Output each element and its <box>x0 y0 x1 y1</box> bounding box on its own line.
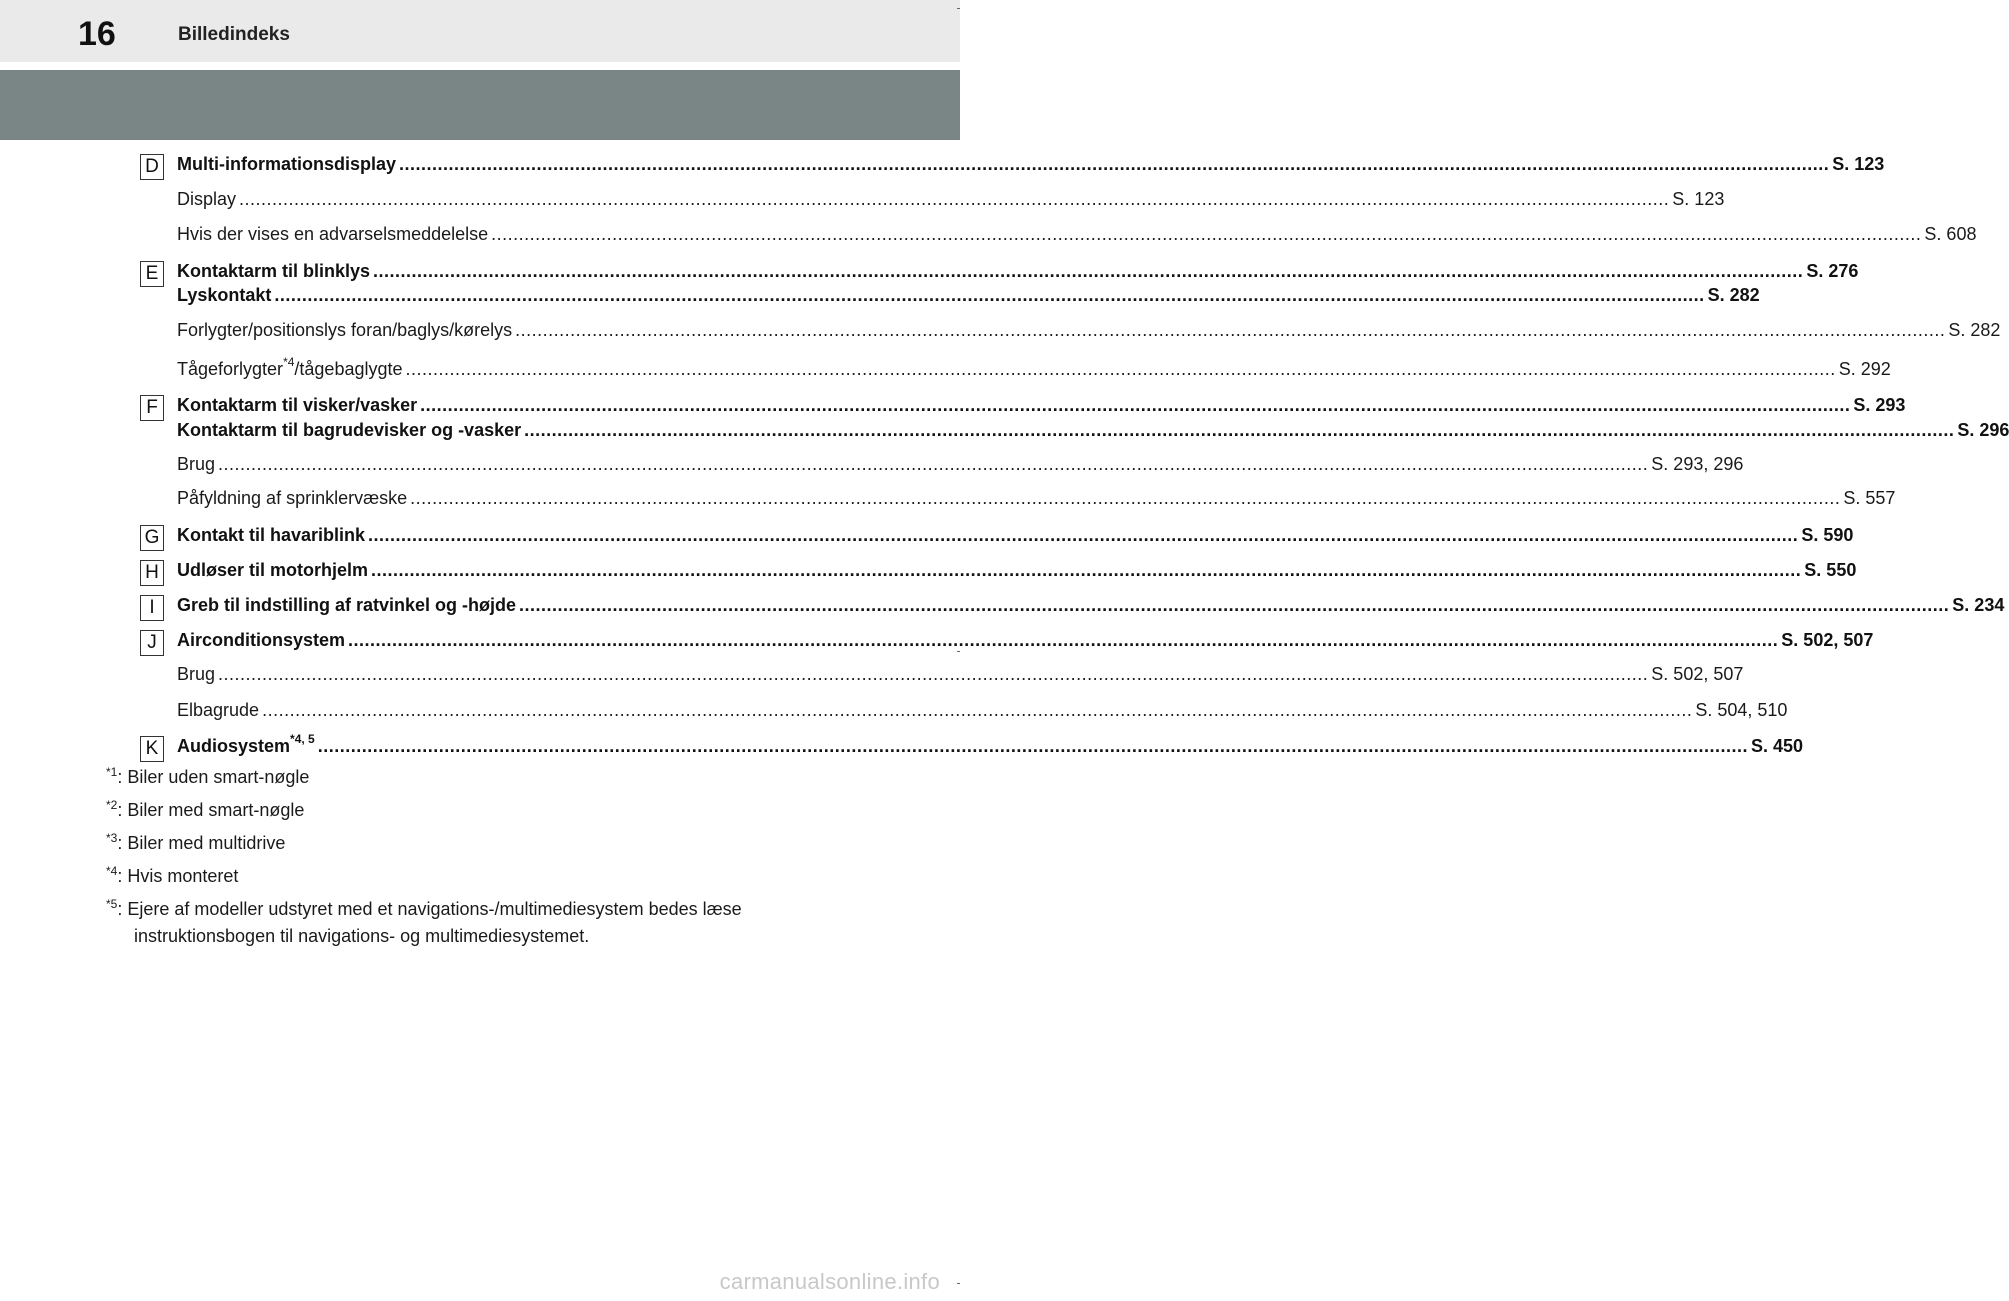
dot-leader: .................................................................................................................................................................................................................................................................... <box>373 261 1804 281</box>
section-letter-e: E <box>140 261 164 287</box>
section-letter-g: G <box>140 525 164 551</box>
page-number: 16 <box>78 15 116 53</box>
entry-page-ref: S. 504, 510 <box>1695 700 1788 720</box>
dot-leader: .................................................................................................................................................................................................................................................................... <box>420 395 1851 415</box>
footnote-ref: *4 <box>283 355 295 369</box>
index-entry[interactable] <box>177 698 1788 722</box>
entry-page-ref: S. 282 <box>1707 285 1760 305</box>
section-letter-k: K <box>140 736 164 762</box>
header-band <box>0 70 960 140</box>
dot-leader: .................................................................................................................................................................................................................................................................... <box>399 154 1830 174</box>
dot-leader: .................................................................................................................................................................................................................................................................... <box>405 359 1836 379</box>
crop-mark <box>957 1283 960 1284</box>
index-entry[interactable] <box>177 187 1725 211</box>
index-entry[interactable] <box>177 152 1885 176</box>
footnote <box>106 797 806 824</box>
section-letter-j: J <box>140 630 164 656</box>
watermark: carmanualsonline.info <box>719 1269 940 1294</box>
footnote-marker: *4 <box>106 864 118 878</box>
crop-mark <box>957 8 960 9</box>
entry-page-ref: S. 276 <box>1806 261 1859 281</box>
footnote-marker: *2 <box>106 798 118 812</box>
entry-label: Hvis der vises en advarselsmeddelelse <box>177 224 489 244</box>
crop-mark <box>957 651 960 652</box>
footnote <box>106 764 806 791</box>
entry-label: Display <box>177 189 237 209</box>
dot-leader: .................................................................................................................................................................................................................................................................... <box>519 595 1950 615</box>
entry-label: Airconditionsystem <box>177 630 346 650</box>
entry-label: Kontaktarm til blinklys <box>177 261 371 281</box>
entry-label: Lyskontakt <box>177 285 272 305</box>
entry-page-ref: S. 282 <box>1948 320 2001 340</box>
section-letter-f: F <box>140 395 164 421</box>
dot-leader: .................................................................................................................................................................................................................................................................... <box>524 420 1955 440</box>
dot-leader: .................................................................................................................................................................................................................................................................... <box>262 700 1693 720</box>
section-title: Billedindeks <box>178 24 290 45</box>
entry-page-ref: S. 296 <box>1957 420 2009 440</box>
index-entry[interactable] <box>177 418 2009 442</box>
footnote-marker: *1 <box>106 765 118 779</box>
entry-page-ref: S. 293 <box>1853 395 1906 415</box>
entry-page-ref: S. 292 <box>1838 359 1891 379</box>
entry-label: Brug <box>177 454 216 474</box>
index-entry[interactable] <box>177 628 1874 652</box>
dot-leader: .................................................................................................................................................................................................................................................................... <box>410 488 1841 508</box>
entry-page-ref: S. 502, 507 <box>1781 630 1874 650</box>
entry-label: Audiosystem$^{*4, 5}$ <box>177 732 315 756</box>
dot-leader: .................................................................................................................................................................................................................................................................... <box>317 736 1748 756</box>
entry-label: Påfyldning af sprinklervæske <box>177 488 408 508</box>
index-entry[interactable] <box>177 558 1857 582</box>
footnote-text: : Biler med multidrive <box>117 833 286 853</box>
index-entry[interactable] <box>177 452 1744 476</box>
entry-page-ref: S. 123 <box>1832 154 1885 174</box>
footnote-ref: *4, 5 <box>290 732 315 746</box>
footnote-marker: *5 <box>106 897 118 911</box>
dot-leader: .................................................................................................................................................................................................................................................................... <box>491 224 1922 244</box>
entry-page-ref: S. 557 <box>1843 488 1896 508</box>
footnote <box>106 863 806 890</box>
footnote <box>106 896 806 950</box>
section-letter-h: H <box>140 560 164 586</box>
dot-leader: .................................................................................................................................................................................................................................................................... <box>371 560 1802 580</box>
entry-page-ref: S. 550 <box>1804 560 1857 580</box>
dot-leader: .................................................................................................................................................................................................................................................................... <box>218 454 1649 474</box>
dot-leader: .................................................................................................................................................................................................................................................................... <box>515 320 1946 340</box>
dot-leader: .................................................................................................................................................................................................................................................................... <box>348 630 1779 650</box>
entry-label: Kontaktarm til bagrudevisker og -vasker <box>177 420 522 440</box>
entry-page-ref: S. 293, 296 <box>1651 454 1744 474</box>
entry-page-ref: S. 590 <box>1801 525 1854 545</box>
index-entry[interactable] <box>177 355 1891 381</box>
section-letter-d: D <box>140 154 164 180</box>
entry-page-ref: S. 608 <box>1924 224 1977 244</box>
footnote-text: : Hvis monteret <box>117 866 239 886</box>
entry-page-ref: S. 123 <box>1672 189 1725 209</box>
entry-label: Elbagrude <box>177 700 260 720</box>
page-header-bar <box>0 0 960 62</box>
entry-label: Forlygter/positionslys foran/baglys/kørelys <box>177 320 513 340</box>
entry-label: Brug <box>177 664 216 684</box>
dot-leader: .................................................................................................................................................................................................................................................................... <box>218 664 1649 684</box>
entry-label: Greb til indstilling af ratvinkel og -højde <box>177 595 517 615</box>
footnote-text: : Biler uden smart-nøgle <box>117 767 310 787</box>
index-entry[interactable] <box>177 593 2005 617</box>
footnote-text: : Ejere af modeller udstyret med et navigations-/multimediesystem bedes læse <box>117 899 742 919</box>
section-letter-i: I <box>140 595 164 621</box>
entry-label: Multi-informationsdisplay <box>177 154 397 174</box>
entry-label: Tågeforlygter$^{*4}$/tågebaglygte <box>177 355 403 379</box>
footnote-text: : Biler med smart-nøgle <box>117 800 305 820</box>
dot-leader: .................................................................................................................................................................................................................................................................... <box>274 285 1705 305</box>
footnote-marker: *3 <box>106 831 118 845</box>
entry-page-ref: S. 502, 507 <box>1651 664 1744 684</box>
dot-leader: .................................................................................................................................................................................................................................................................... <box>368 525 1799 545</box>
footnote-text-continued: instruktionsbogen til navigations- og multimediesystemet. <box>134 926 590 946</box>
entry-page-ref: S. 234 <box>1952 595 2005 615</box>
index-entry[interactable] <box>177 259 1859 283</box>
index-entry[interactable] <box>177 732 1804 758</box>
entry-label: Udløser til motorhjelm <box>177 560 369 580</box>
index-entry[interactable] <box>177 318 2001 342</box>
entry-label: Kontaktarm til visker/vasker <box>177 395 418 415</box>
index-entry[interactable] <box>177 283 1760 307</box>
index-entry[interactable] <box>177 222 1977 246</box>
index-entry[interactable] <box>177 393 1906 417</box>
dot-leader: .................................................................................................................................................................................................................................................................... <box>239 189 1670 209</box>
index-entry[interactable] <box>177 486 1896 510</box>
entry-label: Kontakt til havariblink <box>177 525 366 545</box>
index-entry[interactable] <box>177 523 1854 547</box>
index-entry[interactable] <box>177 662 1744 686</box>
entry-page-ref: S. 450 <box>1750 736 1804 756</box>
footnote <box>106 830 806 857</box>
